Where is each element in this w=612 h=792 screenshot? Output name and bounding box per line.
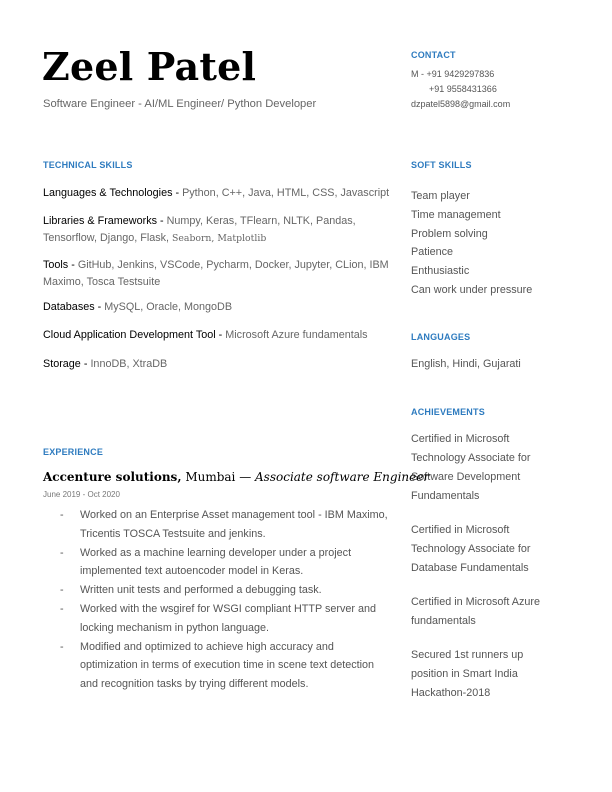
job-duties-list <box>60 506 390 694</box>
skill-value: Numpy, Keras, TFlearn, NLTK, Pandas, Tensorflow, Django, Flask, <box>43 215 356 244</box>
skill-separator: - <box>215 329 226 341</box>
achievements-heading: ACHIEVEMENTS <box>411 407 485 417</box>
job-location: Mumbai — <box>181 470 256 484</box>
contact-block <box>411 67 510 112</box>
skill-cloud <box>43 327 393 344</box>
skill-label: Storage <box>43 358 81 370</box>
bullet-dash: - <box>60 546 64 559</box>
skill-libraries <box>43 213 393 247</box>
duty-text: Worked with the wsgiref for WSGI compliant HTTP server and locking mechanism in python language. <box>80 602 377 634</box>
bullet-dash: - <box>60 584 64 597</box>
achievement-item: Secured 1st runners up position in Smart India Hackathon-2018 <box>411 649 524 699</box>
soft-skills-heading: SOFT SKILLS <box>411 160 472 170</box>
skill-value-small: Seaborn, Matplotlib <box>172 232 267 244</box>
company-name: Accenture solutions, <box>43 470 182 484</box>
skill-value: InnoDB, XtraDB <box>90 358 168 370</box>
soft-skill-item: Problem solving <box>411 227 488 240</box>
experience-heading: EXPERIENCE <box>43 447 104 457</box>
bullet-dash: - <box>60 640 64 653</box>
contact-heading: CONTACT <box>411 50 456 60</box>
skill-separator: - <box>172 187 183 199</box>
skill-value: MySQL, Oracle, MongoDB <box>104 301 233 313</box>
achievement-item: Certified in Microsoft Technology Associate for Software Development Fundamentals <box>411 433 531 502</box>
achievement-item: Certified in Microsoft Azure fundamentals <box>411 596 541 627</box>
bullet-dash: - <box>60 509 64 521</box>
skill-separator: - <box>80 358 91 370</box>
skill-separator: - <box>157 215 167 227</box>
languages-heading: LANGUAGES <box>411 332 471 342</box>
skill-separator: - <box>68 259 78 271</box>
skill-value: Microsoft Azure fundamentals <box>225 329 368 341</box>
soft-skills-list <box>411 187 571 300</box>
skill-databases <box>43 299 393 316</box>
skill-label: Languages & Technologies <box>43 187 173 199</box>
job-dates: June 2019 - Oct 2020 <box>43 490 120 499</box>
list-item <box>60 544 390 582</box>
technical-skills-heading: TECHNICAL SKILLS <box>43 160 133 170</box>
duty-text: Written unit tests and performed a debugging task. <box>80 584 322 597</box>
skill-label: Libraries & Frameworks <box>43 215 157 227</box>
skill-label: Tools <box>43 259 69 271</box>
skill-separator: - <box>94 301 105 313</box>
bullet-dash: - <box>60 602 64 615</box>
soft-skill-item: Enthusiastic <box>411 265 470 278</box>
skill-value: GitHub, Jenkins, VSCode, Pycharm, Docker, Jupyter, CLion, IBM Maximo, Tosca Testsuite <box>43 259 389 288</box>
skill-languages <box>43 185 393 202</box>
skill-storage <box>43 356 393 373</box>
duty-text: Worked on an Enterprise Asset management tool - IBM Maximo, Tricentis TOSCA Testsuite and jenkins. <box>80 509 388 540</box>
candidate-name: Zeel Patel <box>42 44 257 89</box>
duty-text: Modified and optimized to achieve high accuracy and optimization in terms of execution time in scene text detection and recognition tasks by trying different models. <box>80 640 375 691</box>
skill-label: Cloud Application Development Tool <box>43 329 216 341</box>
duty-text: Worked as a machine learning developer under a project implemented text autoencoder model in Keras. <box>80 546 352 578</box>
email-address: dzpatel5898@gmail.com <box>411 99 511 109</box>
soft-skill-item: Time management <box>411 208 501 221</box>
languages-value: English, Hindi, Gujarati <box>411 358 521 370</box>
soft-skill-item: Patience <box>411 246 454 259</box>
list-item <box>60 600 390 638</box>
job-title <box>43 470 429 484</box>
soft-skill-item: Can work under pressure <box>411 283 533 296</box>
list-item <box>60 638 390 694</box>
phone-primary: M - +91 9429297836 <box>411 69 495 79</box>
list-item <box>60 581 390 600</box>
soft-skill-item: Team player <box>411 190 470 202</box>
list-item <box>60 506 390 544</box>
achievement-item: Certified in Microsoft Technology Associate for Database Fundamentals <box>411 524 531 574</box>
skill-label: Databases <box>43 301 95 313</box>
skill-value: Python, C++, Java, HTML, CSS, Javascript <box>182 187 390 199</box>
skill-tools <box>43 257 393 290</box>
job-subtitle: Software Engineer - AI/ML Engineer/ Python Developer <box>43 98 317 110</box>
job-role: Associate software Engineer <box>255 470 430 484</box>
phone-secondary: +91 9558431366 <box>429 84 497 94</box>
